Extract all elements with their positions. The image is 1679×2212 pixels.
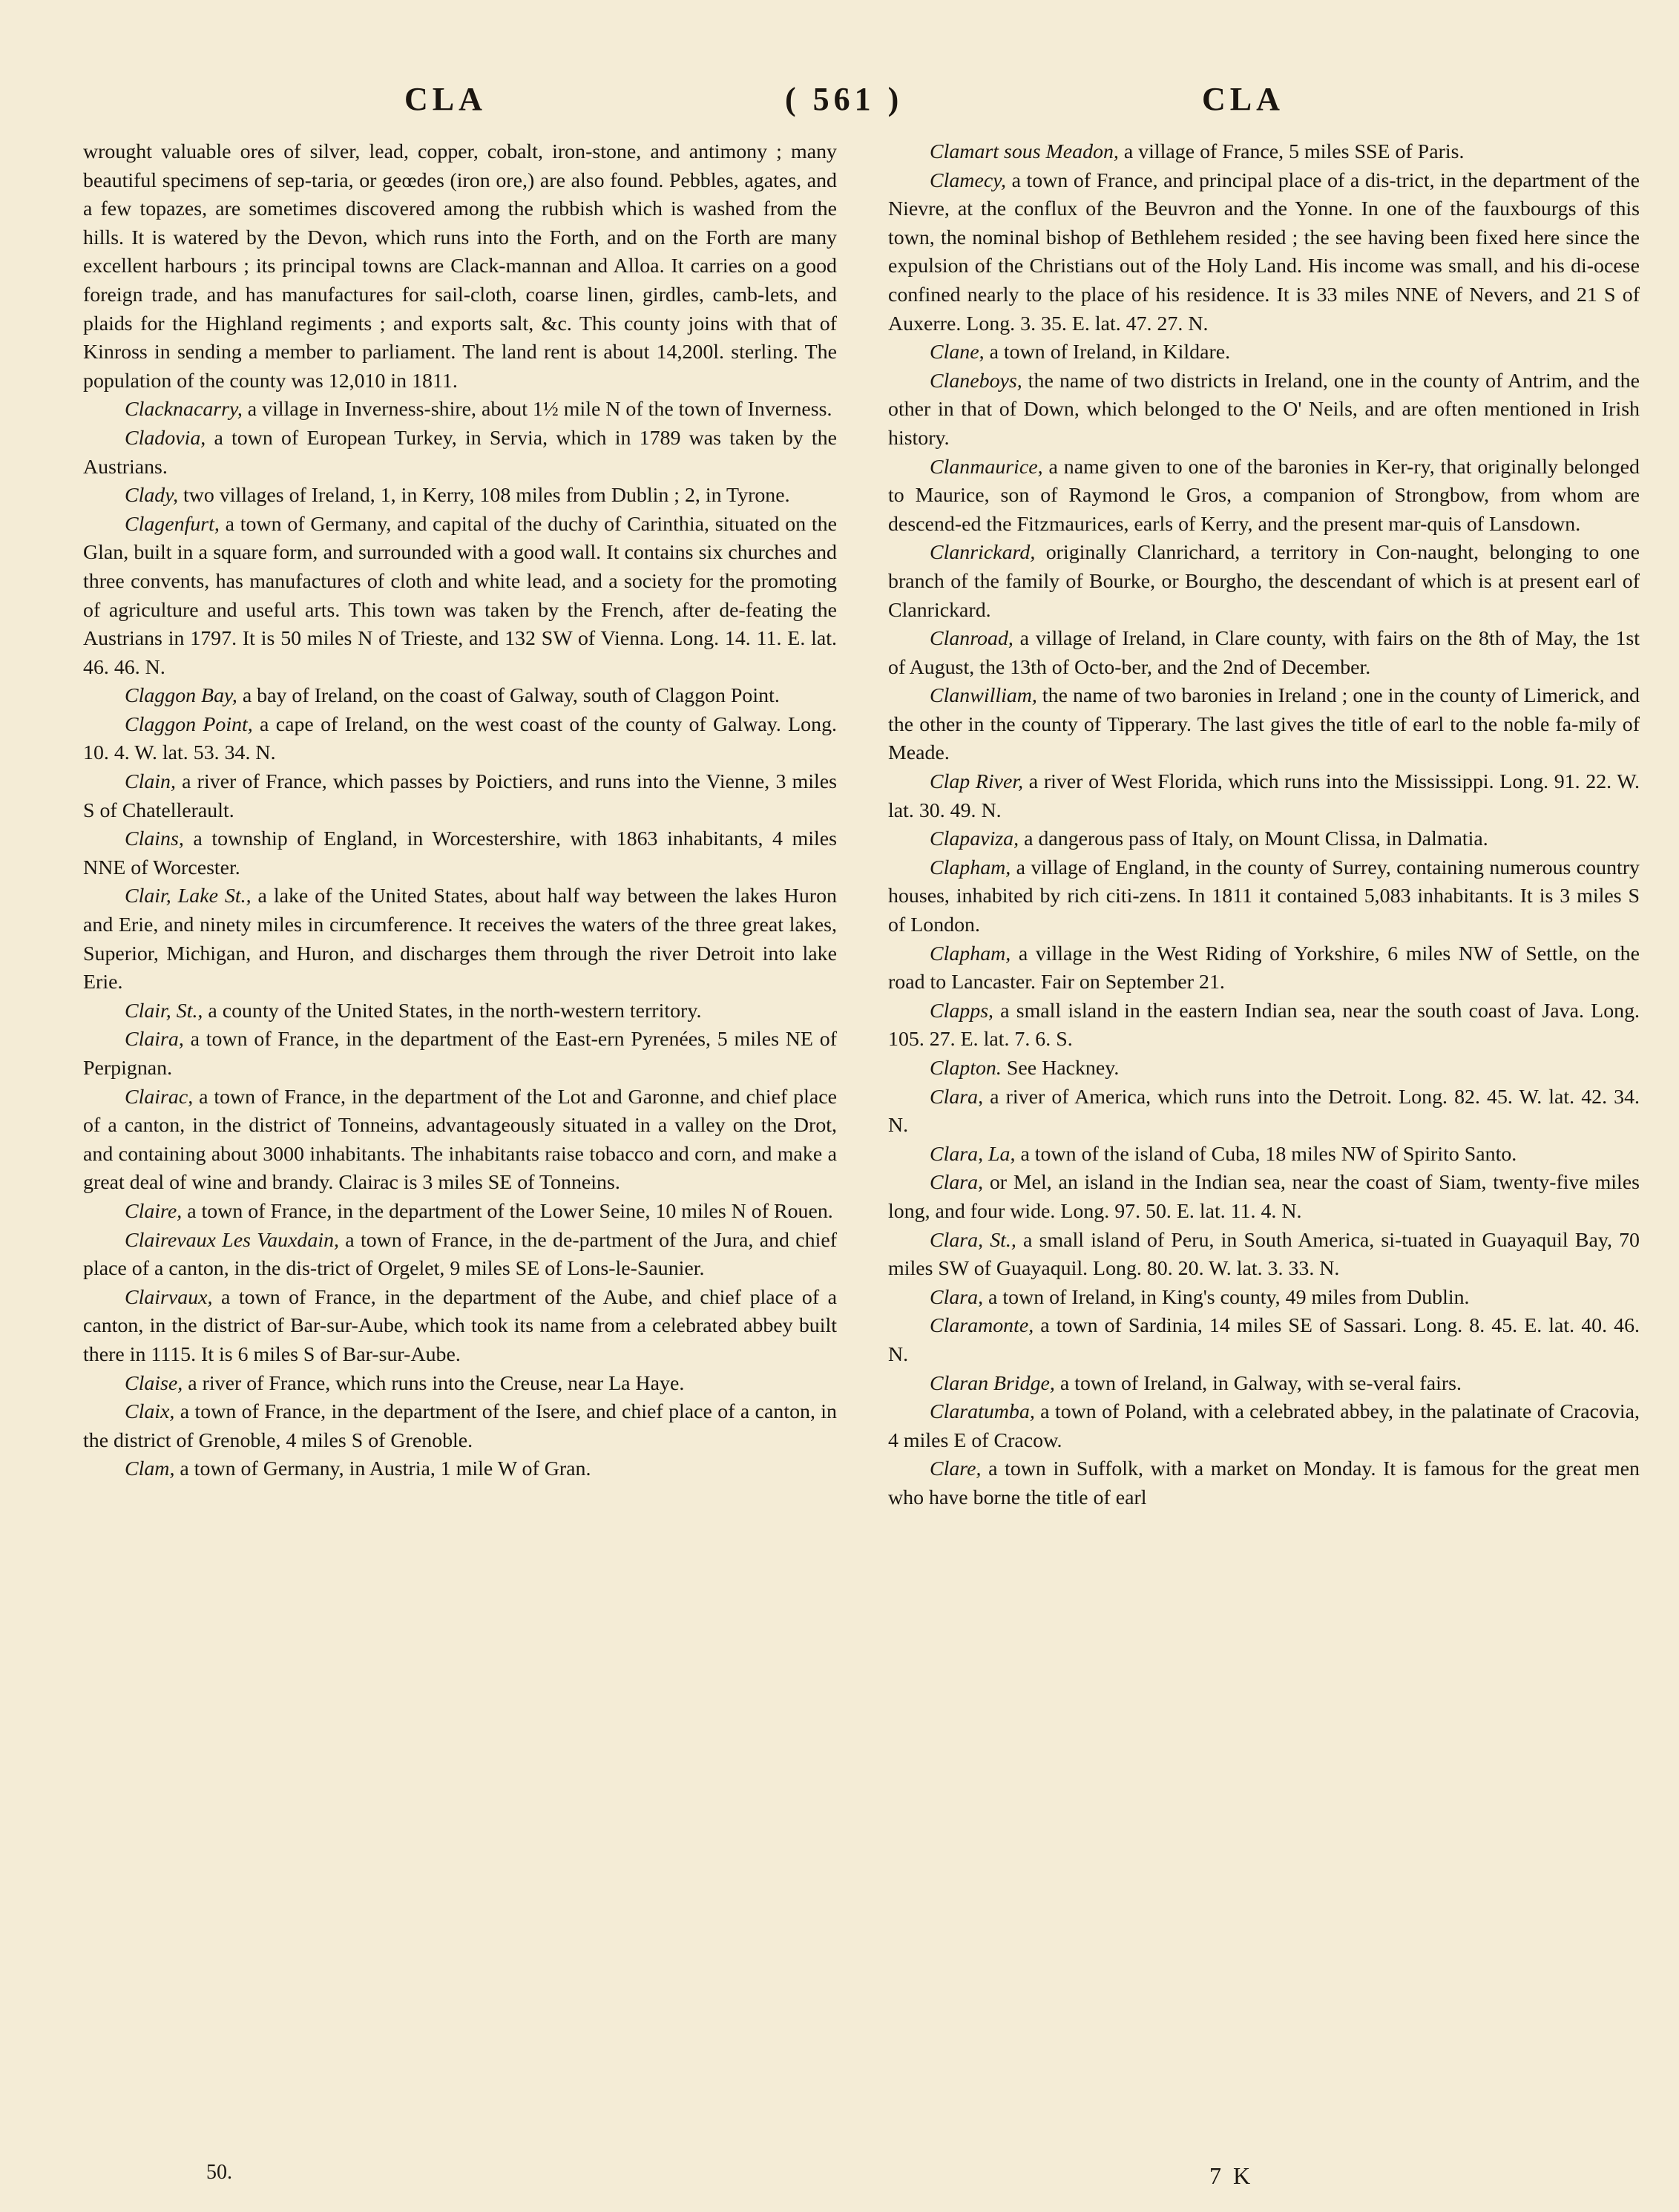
entry-text: a township of England, in Worcestershire, with 1863 inhabitants, 4 miles NNE of Worcester. [83,827,837,879]
dictionary-entry [83,1284,837,1370]
dictionary-entry [888,825,1640,854]
entry-text: a town of France, in the department of the East-ern Pyrenées, 5 miles NE of Perpignan. [83,1028,837,1080]
dictionary-entry [888,138,1640,167]
entry-text: a town of Germany, and capital of the duchy of Carinthia, situated on the Glan, built in a square form, and surrounded with a good wall. It contains six churches and three convents, has manufactures of cloth and white lead, and a society for the promoting of agriculture and useful arts. This town was taken by the French, after de-feating the Austrians in 1797. It is 50 miles N of Trieste, and 132 SW of Vienna. Long. 14. 11. E. lat. 46. 46. N. [83,512,837,679]
dictionary-entry [83,825,837,882]
dictionary-entry [83,396,837,424]
entry-headword: Clair, St., [125,999,203,1023]
entry-headword: Clara, St., [930,1228,1016,1252]
dictionary-entry [888,1455,1640,1512]
footer-right-signature: 7 K [1209,2162,1254,2189]
entry-text: a village in the West Riding of Yorkshire, 6 miles NW of Settle, on the road to Lancaster. Fair on September 21. [888,942,1640,994]
dictionary-entry [888,1370,1640,1399]
entry-headword: Clacknacarry, [125,398,243,421]
entry-headword: Claire, [125,1199,183,1223]
entry-headword: Clara, [930,1171,984,1195]
dictionary-entry [888,167,1640,339]
entry-text: a small island of Peru, in South America, si-tuated in Guayaquil Bay, 70 miles SW of Guayaquil. Long. 80. 20. W. lat. 3. 33. N. [888,1228,1640,1281]
entry-text: See Hackney. [1001,1057,1120,1080]
entry-headword: Clairevaux Les Vauxdain, [125,1228,339,1252]
dictionary-entry [83,424,837,482]
entry-headword: Clamart sous Meadon, [930,140,1119,163]
entry-headword: Claggon Bay, [125,684,237,708]
entry-headword: Cladovia, [125,426,206,450]
left-column [83,138,837,1484]
dictionary-entry [888,539,1640,625]
entry-text: a name given to one of the baronies in Ker-ry, that originally belonged to Maurice, son of Raymond le Gros, a companion of Strongbow, from whom are descend-ed the Fitzmaurices, earls of Kerry, and the present mar-quis of Lansdown. [888,455,1640,536]
entry-text: a town of France, in the de-partment of the Jura, and chief place of a canton, in the dis-trict of Orgelet, 9 miles SE of Lons-le-Saunier. [83,1228,838,1281]
dictionary-entry [888,768,1640,825]
entry-headword: Clara, [930,1085,984,1109]
entry-headword: Clara, La, [930,1142,1016,1166]
entry-text: a river of West Florida, which runs into the Mississippi. Long. 91. 22. W. lat. 30. 49. N. [888,770,1640,822]
dictionary-entry [83,1455,837,1484]
entry-headword: Clairac, [125,1085,194,1109]
entry-text: a cape of Ireland, on the west coast of the county of Galway. Long. 10. 4. W. lat. 53. 34. N. [83,712,837,765]
entry-text: a town of France, in the department of the Isere, and chief place of a canton, in the district of Grenoble, 4 miles S of Grenoble. [83,1400,837,1452]
entry-text: a river of France, which runs into the Creuse, near La Haye. [183,1371,685,1395]
dictionary-entry [888,1284,1640,1313]
entry-text: a lake of the United States, about half way between the lakes Huron and Erie, and ninety miles in circumference. It receives the waters of the three great lakes, Superior, Michigan, and Huron, and discharges them through the river Detroit into lake Erie. [83,885,837,994]
entry-text: a town of Germany, in Austria, 1 mile W of Gran. [174,1457,591,1481]
entry-headword: Clara, [930,1285,984,1309]
entry-headword: Clapps, [930,999,994,1023]
entry-text: a town of European Turkey, in Servia, which in 1789 was taken by the Austrians. [83,426,837,479]
entry-text: a village of Ireland, in Clare county, with fairs on the 8th of May, the 1st of August, the 13th of Octo-ber, and the 2nd of December. [888,627,1640,679]
dictionary-entry [888,625,1640,682]
dictionary-entry [888,1398,1640,1455]
entry-text: a county of the United States, in the north-western territory. [203,999,702,1023]
dictionary-entry [888,1141,1640,1169]
entry-text: originally Clanrichard, a territory in Con-naught, belonging to one branch of the family of Bourke, or Bourgho, the descendant of which is at present earl of Clanrickard. [888,541,1640,622]
entry-headword: Clairvaux, [125,1285,213,1309]
entry-text: wrought valuable ores of silver, lead, copper, cobalt, iron-stone, and antimony ; many beautiful specimens of sep-taria, or geœdes (iron ore,) are also found. Pebbles, agates, and a few topazes, are sometimes discovered among the rubbish which is washed from the hills. It is watered by the Devon, which runs into the Forth, and on the Forth are many excellent harbours ; its principal towns are Clack-mannan and Alloa. It carries on a good foreign trade, and has manufactures for sail-cloth, coarse linen, girdles, camb-lets, and plaids for the Highland regiments ; and exports salt, &c. This county joins with that of Kinross in sending a member to parliament. The land rent is about 14,200l. sterling. The population of the county was 12,010 in 1811. [83,140,837,393]
entry-headword: Clam, [125,1457,175,1481]
page-number: ( 561 ) [785,81,904,117]
dictionary-entry [888,1169,1640,1226]
entry-text: a town of the island of Cuba, 18 miles NW of Spirito Santo. [1015,1142,1517,1166]
dictionary-entry [888,1083,1640,1141]
entry-text: a small island in the eastern Indian sea, near the south coast of Java. Long. 105. 27. E. lat. 7. 6. S. [888,999,1640,1051]
entry-text: a town of Sardinia, 14 miles SE of Sassari. Long. 8. 45. E. lat. 40. 46. N. [888,1314,1640,1366]
entry-headword: Clap River, [930,770,1024,794]
entry-text: a town of France, in the department of the Aube, and chief place of a canton, in the district of Bar-sur-Aube, which took its name from a celebrated abbey built there in 1115. It is 6 miles S of Bar-sur-Aube. [83,1285,837,1366]
entry-headword: Claise, [125,1371,183,1395]
dictionary-entry [83,1227,837,1284]
dictionary-entry [83,768,837,825]
right-column [888,138,1640,1513]
dictionary-entry [83,1398,837,1455]
entry-headword: Clady, [125,484,179,508]
entry-headword: Clapham, [930,856,1011,879]
dictionary-entry [83,1198,837,1227]
entry-text: the name of two districts in Ireland, one in the county of Antrim, and the other in that of Down, which belonged to the O' Neils, and are often mentioned in Irish history. [888,369,1640,450]
entry-headword: Clapham, [930,942,1011,965]
entry-text: a town of Ireland, in Galway, with se-veral fairs. [1054,1371,1462,1395]
entry-headword: Clagenfurt, [125,512,220,536]
entry-headword: Clapaviza, [930,827,1019,851]
entry-headword: Clamecy, [930,168,1007,192]
entry-text: a town in Suffolk, with a market on Monday. It is famous for the great men who have borne the title of earl [888,1457,1640,1509]
entry-headword: Clane, [930,341,985,364]
dictionary-entry [888,682,1640,768]
dictionary-entry [888,940,1640,997]
dictionary-entry [83,682,837,711]
entry-headword: Clanrickard, [930,541,1036,565]
dictionary-entry [888,338,1640,367]
entry-headword: Clair, Lake St., [125,885,252,908]
dictionary-entry [83,1370,837,1399]
dictionary-entry [83,1025,837,1083]
entry-headword: Claramonte, [930,1314,1034,1338]
entry-headword: Clanwilliam, [930,684,1037,708]
entry-text: a village of England, in the county of Surrey, containing numerous country houses, inhabited by rich citi-zens. In 1811 it contained 5,083 inhabitants. It is 3 miles S of London. [888,856,1640,937]
entry-headword: Clains, [125,827,184,851]
entry-headword: Claggon Point, [125,712,253,736]
entry-headword: Clanroad, [930,627,1013,651]
dictionary-entry [888,367,1640,453]
entry-headword: Claneboys, [930,369,1022,393]
dictionary-entry [83,997,837,1026]
entry-headword: Clapton. [930,1057,1002,1080]
entry-text: or Mel, an island in the Indian sea, near the coast of Siam, twenty-five miles long, and four wide. Long. 97. 50. E. lat. 11. 4. N. [888,1171,1640,1223]
entry-text: a town of France, in the department of the Lot and Garonne, and chief place of a canton, in the district of Tonneins, advantageously situated in a valley on the Drot, and containing about 3000 inhabitants. The inhabitants raise tobacco and corn, and make a great deal of wine and brandy. Clairac is 3 miles SE of Tonneins. [83,1085,837,1195]
dictionary-entry [83,511,837,683]
footer-left-signature: 50. [206,2161,232,2184]
dictionary-entry [888,1312,1640,1369]
entry-headword: Clare, [930,1457,982,1481]
entry-headword: Claix, [125,1400,175,1424]
dictionary-entry [83,482,837,511]
entry-text: a village in Inverness-shire, about 1½ mile N of the town of Inverness. [242,398,832,421]
entry-text: a town of Ireland, in Kildare. [984,341,1231,364]
dictionary-entry [888,453,1640,539]
dictionary-entry [83,711,837,768]
entry-text: a river of America, which runs into the Detroit. Long. 82. 45. W. lat. 42. 34. N. [888,1085,1640,1138]
entry-headword: Clanmaurice, [930,455,1043,479]
entry-headword: Claran Bridge, [930,1371,1055,1395]
entry-headword: Claira, [125,1028,184,1051]
entry-headword: Clain, [125,770,176,794]
dictionary-entry [888,854,1640,940]
entry-text: a dangerous pass of Italy, on Mount Clissa, in Dalmatia. [1019,827,1488,851]
entry-text: a town of France, and principal place of a dis-trict, in the department of the Nievre, at the conflux of the Beuvron and the Yonne. In one of the fauxbourgs of this town, the nominal bishop of Bethlehem resided ; the see having been fixed here since the expulsion of the Christians out of the Holy Land. His income was small, and his di-ocese confined nearly to the place of his residence. It is 33 miles NNE of Nevers, and 21 S of Auxerre. Long. 3. 35. E. lat. 47. 27. N. [888,168,1640,335]
page-header [0,80,1679,125]
dictionary-entry [83,138,837,396]
entry-headword: Claratumba, [930,1400,1035,1424]
running-head-left: CLA [404,81,487,117]
entry-text: the name of two baronies in Ireland ; one in the county of Limerick, and the other in the county of Tipperary. The last gives the title of earl to the noble fa-mily of Meade. [888,684,1640,765]
entry-text: a town of France, in the department of the Lower Seine, 10 miles N of Rouen. [182,1199,833,1223]
entry-text: two villages of Ireland, 1, in Kerry, 108 miles from Dublin ; 2, in Tyrone. [178,484,790,508]
dictionary-entry [888,1227,1640,1284]
dictionary-entry [888,1054,1640,1083]
dictionary-entry [888,997,1640,1054]
running-head-right: CLA [1202,81,1284,117]
entry-text: a village of France, 5 miles SSE of Paris. [1118,140,1465,163]
entry-text: a river of France, which passes by Poictiers, and runs into the Vienne, 3 miles S of Chatellerault. [83,770,837,822]
dictionary-entry [83,1083,837,1198]
entry-text: a bay of Ireland, on the coast of Galway, south of Claggon Point. [237,684,780,708]
entry-text: a town of Poland, with a celebrated abbey, in the palatinate of Cracovia, 4 miles E of Cracow. [888,1400,1640,1452]
entry-text: a town of Ireland, in King's county, 49 miles from Dublin. [983,1285,1470,1309]
dictionary-entry [83,882,837,997]
